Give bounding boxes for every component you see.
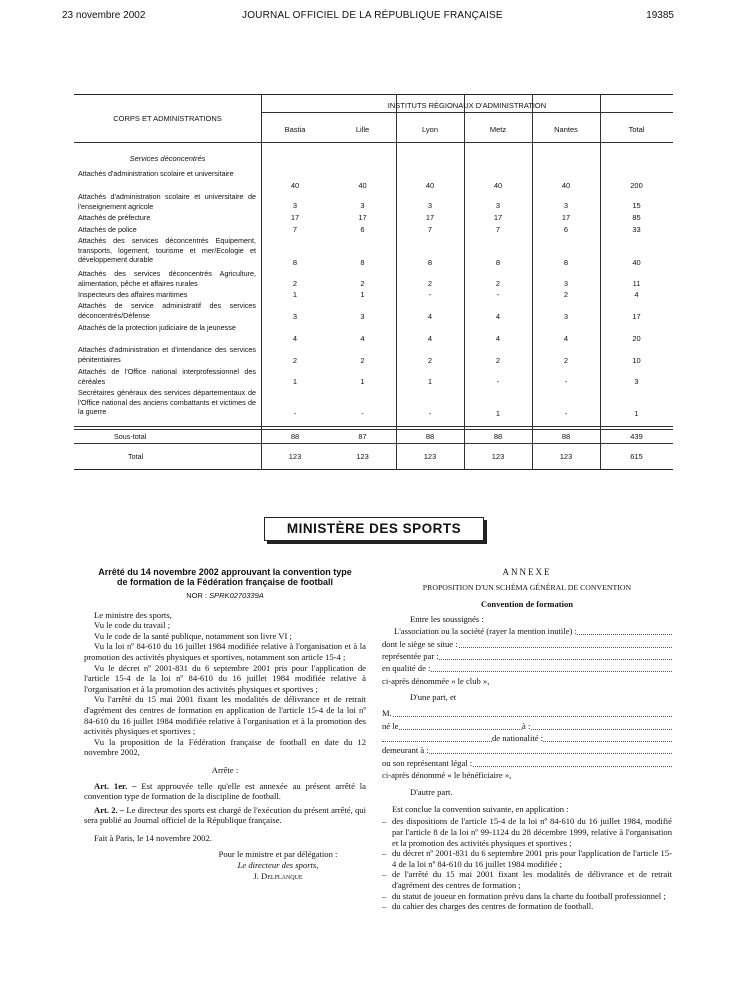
- subtotal-cell: 88: [493, 432, 503, 441]
- nor-label: NOR :: [186, 591, 210, 600]
- table-cell: 17: [493, 213, 503, 222]
- table-cell: 3: [360, 201, 365, 210]
- table-cell: 85: [632, 213, 641, 222]
- table-cell: 40: [493, 181, 503, 190]
- table-cell: 3: [292, 201, 298, 210]
- table-cell: -: [564, 409, 568, 418]
- nationalite-line: de nationalité :: [382, 733, 672, 745]
- total-cell: 123: [356, 452, 369, 461]
- table-cell: 4: [292, 334, 298, 343]
- subtotal-cell: 87: [358, 432, 367, 441]
- ministry-banner: MINISTÈRE DES SPORTS: [264, 517, 484, 541]
- form-line: [382, 663, 672, 675]
- table-cell: 2: [495, 356, 501, 365]
- annexe-title: ANNEXE: [502, 567, 552, 577]
- page-number: 19385: [646, 10, 674, 21]
- column-header: Bastia: [284, 125, 306, 134]
- art2-text: Le directeur des sports est chargé de l'exécution du présent arrêté, qui sera publié au Journal officiel de la République française.: [84, 804, 366, 826]
- row-label: Secrétaires généraux des services départementaux de l'Office national des anciens combattants et victimes de la guerre: [78, 388, 256, 416]
- total-label: Total: [128, 452, 144, 461]
- table-cell: 8: [563, 258, 569, 267]
- table-cell: 4: [634, 290, 639, 299]
- table-cell: -: [496, 377, 500, 386]
- table-cell: -: [361, 409, 364, 418]
- subtotal-cell: 88: [290, 432, 300, 441]
- corps-header: CORPS ET ADMINISTRATIONS: [113, 114, 222, 123]
- page-header: [62, 10, 674, 24]
- row-label: Attachés de police: [78, 225, 137, 234]
- table-cell: 1: [360, 290, 365, 299]
- row-label: Attachés de l'Office national interprofessionnel des céréales: [78, 367, 256, 386]
- table-cell: 8: [495, 258, 501, 267]
- table-cell: 3: [563, 201, 569, 210]
- art1-text: Est approuvée telle qu'elle est annexée au présent arrêté la convention type de formation de la discipline de football.: [84, 780, 366, 802]
- annexe-column: [382, 567, 672, 912]
- table-cell: 2: [360, 356, 365, 365]
- table-cell: 40: [358, 181, 367, 190]
- table-cell: 8: [427, 258, 433, 267]
- article-2: [84, 805, 366, 826]
- row-label: Attachés des services déconcentrés Equipement, transports, logement, tourisme et mer/Ecologie et développement durable: [78, 236, 256, 264]
- form-line-label: représentée par :: [382, 650, 439, 661]
- table-cell: 17: [425, 213, 435, 222]
- table-cell: 17: [561, 213, 571, 222]
- table-cell: -: [428, 409, 432, 418]
- table-cell: 33: [632, 225, 641, 234]
- table-cell: 3: [563, 312, 569, 321]
- convention-title: Convention de formation: [480, 599, 574, 610]
- group-header: INSTITUTS RÉGIONAUX D'ADMINISTRATION: [387, 101, 547, 110]
- beneficiaire-line: ci-après dénommé « le bénéficiaire »,: [382, 769, 512, 780]
- visa-paragraph: Le ministre des sports,: [94, 609, 172, 620]
- club-line: ci-après dénommée « le club »,: [382, 675, 490, 686]
- row-label: Inspecteurs des affaires maritimes: [78, 290, 188, 299]
- table-cell: 3: [360, 312, 365, 321]
- proposition-title: PROPOSITION D'UN SCHÉMA GÉNÉRAL DE CONVENTION: [422, 582, 632, 592]
- column-header: Metz: [489, 125, 507, 134]
- row-label: Attachés d'administration scolaire et universitaire: [78, 169, 234, 178]
- table-cell: 6: [563, 225, 569, 234]
- table-cell: 2: [563, 356, 569, 365]
- table-cell: 2: [563, 290, 569, 299]
- journal-title: JOURNAL OFFICIEL DE LA RÉPUBLIQUE FRANÇAISE: [242, 10, 503, 21]
- table-cell: 2: [495, 279, 501, 288]
- row-label: Attachés des services déconcentrés Agriculture, alimentation, pêche et affaires rurales: [78, 269, 256, 288]
- table-cell: 17: [358, 213, 367, 222]
- legal-basis-list: [382, 816, 672, 911]
- table-cell: 40: [632, 258, 641, 267]
- table-cell: 2: [292, 356, 298, 365]
- table-cell: 17: [632, 312, 641, 321]
- list-item: – de l'arrêté du 15 mai 2001 fixant les modalités de délivrance et de retrait d'agrément des centres de formation ;: [382, 869, 672, 890]
- table-cell: 8: [360, 258, 365, 267]
- visa-paragraph: Vu la proposition de la Fédération française de football en date du 12 novembre 2002,: [84, 736, 366, 758]
- row-label: Attachés d'administration scolaire et universitaire de l'enseignement agricole: [78, 192, 256, 211]
- header-date: 23 novembre 2002: [62, 10, 146, 21]
- list-item: – du statut de joueur en formation prévu dans la charte du football professionnel ;: [382, 891, 672, 902]
- total-cell: 615: [630, 452, 643, 461]
- list-item: – du cahier des charges des centres de formation de football.: [382, 901, 672, 912]
- art2-label: Art. 2. –: [94, 804, 125, 815]
- table-cell: 7: [292, 225, 298, 234]
- table-cell: 1: [360, 377, 365, 386]
- total-cell: 123: [491, 452, 505, 461]
- subtotal-cell: 439: [630, 432, 643, 441]
- arrete-label: Arrête :: [211, 764, 239, 775]
- total-cell: 123: [423, 452, 437, 461]
- arrete-title: Arrêté du 14 novembre 2002 approuvant la convention type de formation de la Fédération française de football: [98, 567, 352, 587]
- entre-line: Entre les soussignés :: [410, 613, 484, 624]
- table-cell: 1: [634, 409, 639, 418]
- table-cell: 2: [292, 279, 298, 288]
- form-line: [382, 651, 672, 663]
- row-label: Attachés de service administratif des services déconcentrés/Défense: [78, 301, 256, 320]
- table-cell: 2: [360, 279, 365, 288]
- signature-block: [84, 849, 366, 881]
- visa-paragraph: Vu le code de la santé publique, notamment son livre VI ;: [94, 630, 292, 641]
- dune-part: D'une part, et: [410, 691, 457, 702]
- form-line-label: dont le siège se situe :: [382, 638, 458, 649]
- row-label: Attachés de la protection judiciaire de la jeunesse: [78, 323, 236, 332]
- subtotal-label: Sous-total: [114, 432, 147, 441]
- table-cell: 4: [427, 312, 433, 321]
- table-cell: 1: [292, 290, 298, 299]
- nor-code: SPRK0270339A: [209, 591, 264, 600]
- table-cell: 15: [632, 201, 641, 210]
- signature-line-2: Le directeur des sports,: [237, 860, 319, 871]
- table-cell: -: [564, 377, 568, 386]
- table-cell: 3: [495, 201, 501, 210]
- table-cell: 4: [563, 334, 569, 343]
- table-cell: 4: [427, 334, 433, 343]
- visa-paragraph: Vu le décret nº 2001-831 du 6 septembre 2001 pris pour l'application de l'article 15-4 de la loi nº 84-610 du 16 juillet 1984 modifiée relative à l'organisation et à la promotion des activités physiques et sportives ;: [84, 662, 366, 694]
- article-1: [84, 781, 366, 802]
- table-cell: 7: [427, 225, 433, 234]
- fait-line: Fait à Paris, le 14 novembre 2002.: [94, 832, 212, 843]
- table-cell: 4: [495, 312, 501, 321]
- row-label: Attachés de préfecture: [78, 213, 151, 222]
- visa-paragraph: Vu l'arrêté du 15 mai 2001 fixant les modalités de délivrance et de retrait d'agrément des centres de formation en application de l'article 15-4 de la loi nº 84-610 du 16 juillet 1984 modifiée relative à l'organisation et à la promotion des activités physiques et sportives ;: [84, 694, 366, 737]
- signature-line-3: J. Delplanque: [253, 870, 303, 881]
- total-cell: 123: [559, 452, 573, 461]
- art1-label: Art. 1er. –: [94, 780, 137, 791]
- table-cell: 40: [561, 181, 571, 190]
- representant-line: ou son représentant légal :: [382, 758, 672, 770]
- table-cell: 1: [292, 377, 298, 386]
- subtotal-cell: 88: [561, 432, 571, 441]
- table-cell: 3: [292, 312, 298, 321]
- table-cell: 3: [634, 377, 639, 386]
- table-cell: 40: [425, 181, 435, 190]
- table-cell: 7: [495, 225, 501, 234]
- column-header: Lille: [355, 125, 370, 134]
- arrete-column: [84, 567, 366, 881]
- signature-line-1: Pour le ministre et par délégation :: [218, 849, 338, 860]
- form-line: [394, 626, 672, 638]
- ne-le-line: né le à :: [382, 721, 672, 733]
- conclue-line: Est conclue la convention suivante, en application :: [392, 803, 569, 814]
- list-item: – du décret nº 2001-831 du 6 septembre 2001 pris pour l'application de l'article 15-4 de la loi nº 84-610 du 16 juillet 1984 modifiée ;: [382, 848, 672, 869]
- table-cell: 20: [632, 334, 641, 343]
- nor-line: [84, 591, 366, 602]
- column-header: Nantes: [554, 125, 578, 134]
- m-line: M.: [382, 708, 672, 720]
- column-header: Lyon: [422, 125, 438, 134]
- table-cell: 3: [563, 279, 569, 288]
- positions-table: [74, 94, 673, 470]
- table-cell: 3: [427, 201, 433, 210]
- table-cell: -: [428, 290, 432, 299]
- demeurant-line: demeurant à :: [382, 745, 672, 757]
- table-cell: 11: [632, 279, 641, 288]
- form-line: [382, 639, 672, 651]
- form-line-label: en qualité de :: [382, 663, 431, 674]
- table-cell: 2: [427, 279, 433, 288]
- table-cell: 1: [427, 377, 433, 386]
- table-cell: 4: [360, 334, 365, 343]
- column-header: Total: [628, 125, 645, 134]
- table-cell: 2: [427, 356, 433, 365]
- list-item: – des dispositions de l'article 15-4 de la loi nº 84-610 du 16 juillet 1984, modifié par l'article 8 de la loi nº 99-1124 du 28 décembre 1999, relative à l'organisation et la promotion des activités physiques et sportives ;: [382, 816, 672, 848]
- total-cell: 123: [288, 452, 302, 461]
- table-cell: -: [293, 409, 297, 418]
- table-cell: 200: [630, 181, 643, 190]
- form-line-label: L'association ou la société (rayer la mention inutile) :: [394, 626, 577, 637]
- table-cell: 10: [632, 356, 641, 365]
- table-cell: 40: [290, 181, 300, 190]
- table-cell: 4: [495, 334, 501, 343]
- table-cell: 17: [290, 213, 300, 222]
- table-cell: 1: [495, 409, 501, 418]
- visa-paragraph: Vu le code du travail ;: [94, 620, 171, 631]
- subtotal-cell: 88: [425, 432, 435, 441]
- row-label: Attachés d'administration et d'intendance des services pénitentiaires: [78, 345, 256, 364]
- table-cell: 8: [292, 258, 298, 267]
- section-label: Services déconcentrés: [129, 154, 206, 163]
- table-cell: -: [496, 290, 500, 299]
- visa-paragraph: Vu la loi nº 84-610 du 16 juillet 1984 modifiée relative à l'organisation et à la promotion des activités physiques et sportives, notamment son article 15-4 ;: [84, 641, 366, 662]
- table-cell: 6: [360, 225, 365, 234]
- dautre-part: D'autre part.: [410, 787, 453, 798]
